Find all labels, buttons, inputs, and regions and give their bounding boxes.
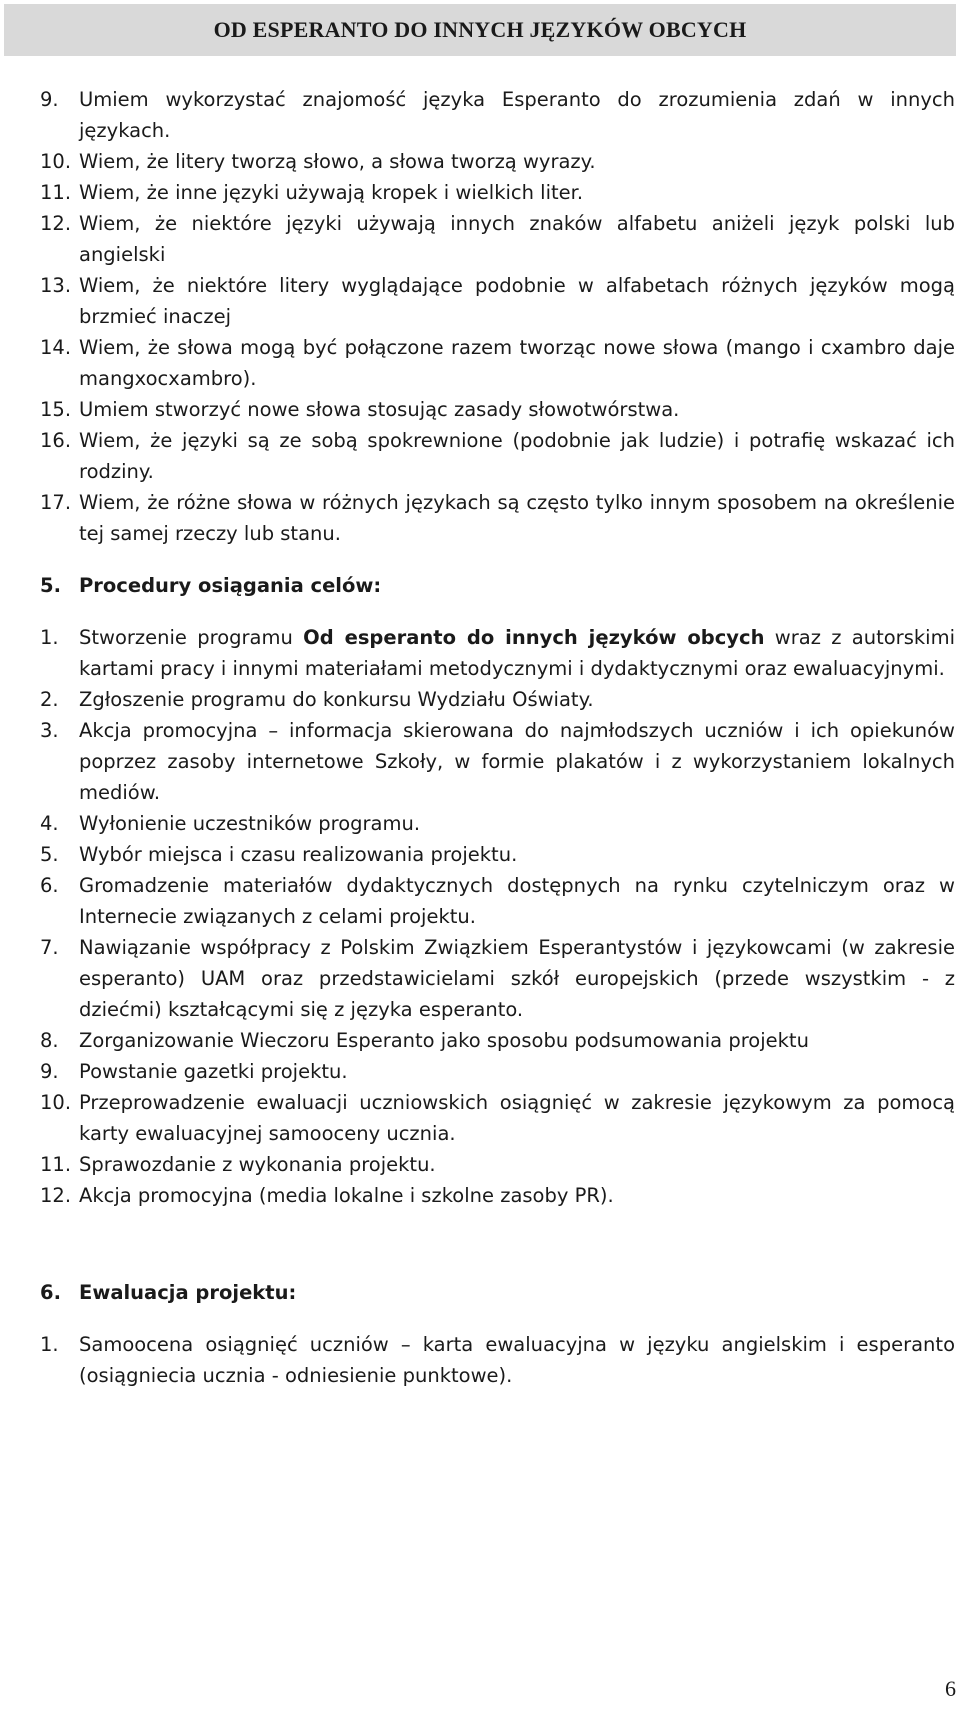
- list-text: Wiem, że inne języki używają kropek i wielkich liter.: [79, 181, 584, 204]
- list-number: 12.: [40, 1184, 72, 1207]
- list-text: Wybór miejsca i czasu realizowania projektu.: [79, 843, 518, 866]
- list-number: 6.: [40, 874, 59, 897]
- header-title: OD ESPERANTO DO INNYCH JĘZYKÓW OBCYCH: [213, 17, 747, 42]
- section-heading-procedures: [40, 570, 955, 601]
- list-number: 16.: [40, 429, 72, 452]
- list-item: [40, 84, 955, 146]
- running-header: [4, 4, 956, 56]
- list-text: Umiem wykorzystać znajomość języka Esperanto do zrozumienia zdań w innych językach.: [79, 88, 955, 142]
- list-item: [40, 270, 955, 332]
- page-number: 6: [945, 1676, 956, 1701]
- list-text: Przeprowadzenie ewaluacji uczniowskich osiągnięć w zakresie językowym za pomocą karty ewaluacyjnej samooceny ucznia.: [79, 1091, 955, 1145]
- list-number: 5.: [40, 843, 59, 866]
- list-text: Samoocena osiągnięć uczniów – karta ewaluacyjna w języku angielskim i esperanto (osiągniecia ucznia - odniesienie punktowe).: [79, 1333, 955, 1387]
- list-item: [40, 932, 955, 1025]
- list-item: [40, 1149, 955, 1180]
- list-item: [40, 715, 955, 808]
- procedures-list: [40, 622, 955, 1211]
- section-title: Procedury osiągania celów:: [79, 574, 382, 597]
- list-text: Umiem stworzyć nowe słowa stosując zasady słowotwórstwa.: [79, 398, 680, 421]
- list-number: 4.: [40, 812, 59, 835]
- list-item: [40, 177, 955, 208]
- list-number: 11.: [40, 1153, 72, 1176]
- list-number: 12.: [40, 212, 72, 235]
- list-text: Zgłoszenie programu do konkursu Wydziału Oświaty.: [79, 688, 594, 711]
- section-number: 5.: [40, 574, 61, 597]
- list-text: Gromadzenie materiałów dydaktycznych dostępnych na rynku czytelniczym oraz w Internecie związanych z celami projektu.: [79, 874, 955, 928]
- list-number: 3.: [40, 719, 59, 742]
- list-item: [40, 839, 955, 870]
- list-item: [40, 425, 955, 487]
- list-number: 14.: [40, 336, 72, 359]
- list-item: [40, 332, 955, 394]
- list-text: Zorganizowanie Wieczoru Esperanto jako sposobu podsumowania projektu: [79, 1029, 809, 1052]
- list-number: 1.: [40, 1333, 59, 1356]
- list-text: Sprawozdanie z wykonania projektu.: [79, 1153, 436, 1176]
- list-text: Wiem, że niektóre litery wyglądające podobnie w alfabetach różnych języków mogą brzmieć inaczej: [79, 274, 955, 328]
- list-text: Wiem, że słowa mogą być połączone razem tworząc nowe słowa (mango i cxambro daje mangxocxambro).: [79, 336, 955, 390]
- list-number: 10.: [40, 1091, 72, 1114]
- list-text: Wyłonienie uczestników programu.: [79, 812, 421, 835]
- list-item: [40, 870, 955, 932]
- list-text: Wiem, że niektóre języki używają innych znaków alfabetu aniżeli język polski lub angielski: [79, 212, 955, 266]
- list-text: Wiem, że różne słowa w różnych językach są często tylko innym sposobem na określenie tej samej rzeczy lub stanu.: [79, 491, 955, 545]
- list-text: [79, 622, 955, 684]
- list-number: 17.: [40, 491, 72, 514]
- list-number: 7.: [40, 936, 59, 959]
- list-item: [40, 1025, 955, 1056]
- list-number: 1.: [40, 626, 59, 649]
- list-item: [40, 487, 955, 549]
- document-body: [40, 84, 955, 1391]
- section-number: 6.: [40, 1281, 61, 1304]
- list-number: 11.: [40, 181, 72, 204]
- list-text: Powstanie gazetki projektu.: [79, 1060, 348, 1083]
- list-item: [40, 808, 955, 839]
- evaluation-list: [40, 1329, 955, 1391]
- list-number: 13.: [40, 274, 72, 297]
- list-text-part: wraz z autorskimi kartami pracy i innymi materiałami metodycznymi i dydaktycznymi oraz ewaluacyjnymi.: [79, 626, 955, 680]
- list-item: [40, 1056, 955, 1087]
- list-number: 9.: [40, 88, 59, 111]
- list-item: [40, 622, 955, 684]
- program-name: Od esperanto do innych języków obcych: [303, 626, 765, 649]
- list-text: Wiem, że litery tworzą słowo, a słowa tworzą wyrazy.: [79, 150, 596, 173]
- list-number: 10.: [40, 150, 72, 173]
- list-item: [40, 1087, 955, 1149]
- list-number: 15.: [40, 398, 72, 421]
- list-item: [40, 394, 955, 425]
- section-heading-evaluation: [40, 1277, 955, 1308]
- list-text: Akcja promocyjna (media lokalne i szkolne zasoby PR).: [79, 1184, 614, 1207]
- list-item: [40, 146, 955, 177]
- list-text: Nawiązanie współpracy z Polskim Związkiem Esperantystów i językowcami (w zakresie esperanto) UAM oraz przedstawicielami szkół europejskich (przede wszystkim - z dziećmi) kształcącymi się z języka esperanto.: [79, 936, 955, 1021]
- list-text: Akcja promocyjna – informacja skierowana do najmłodszych uczniów i ich opiekunów poprzez zasoby internetowe Szkoły, w formie plakatów i z wykorzystaniem lokalnych mediów.: [79, 719, 955, 804]
- list-text-part: Stworzenie programu: [79, 626, 304, 649]
- list-item: [40, 1329, 955, 1391]
- goals-list: [40, 84, 955, 549]
- list-item: [40, 1180, 955, 1211]
- list-number: 2.: [40, 688, 59, 711]
- list-number: 8.: [40, 1029, 59, 1052]
- list-number: 9.: [40, 1060, 59, 1083]
- list-text: Wiem, że języki są ze sobą spokrewnione (podobnie jak ludzie) i potrafię wskazać ich rodziny.: [79, 429, 955, 483]
- section-title: Ewaluacja projektu:: [79, 1281, 297, 1304]
- list-item: [40, 208, 955, 270]
- list-item: [40, 684, 955, 715]
